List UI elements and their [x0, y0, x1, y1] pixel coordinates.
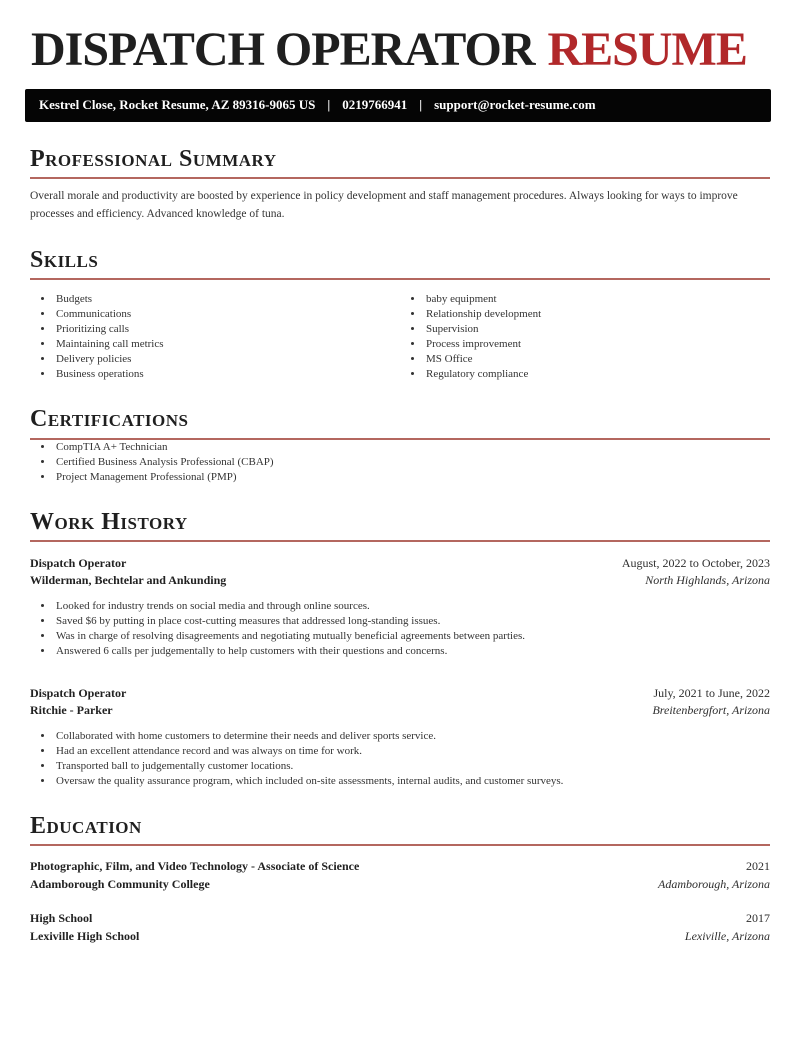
- education-entry: [30, 857, 770, 893]
- education-location: Adamborough, Arizona: [657, 876, 770, 891]
- job-entry: [30, 685, 770, 789]
- job-title-row: [30, 685, 770, 703]
- education-degree-row: [30, 909, 770, 927]
- certification-item: • CompTIA A+ Technician: [54, 440, 770, 455]
- section-skills: [30, 248, 770, 382]
- contact-phone: 0219766941: [342, 97, 408, 112]
- contact-bar: [25, 89, 771, 122]
- section-education: [30, 814, 770, 945]
- skill-item: • Delivery policies: [54, 352, 400, 367]
- section-certifications: [30, 407, 770, 484]
- job-bullet: • Was in charge of resolving disagreements and negotiating mutually beneficial agreements between parties.: [54, 629, 770, 644]
- job-company-row: [30, 702, 770, 720]
- contact-separator: |: [419, 97, 423, 112]
- job-title-row: [30, 555, 770, 573]
- section-rule: [30, 540, 770, 542]
- education-degree: High School: [30, 910, 93, 925]
- skill-item: • Supervision: [424, 322, 770, 337]
- work-history-heading: Work History: [30, 508, 188, 535]
- contact-address: Kestrel Close, Rocket Resume, AZ 89316-9065 US: [39, 97, 316, 112]
- job-bullet-list: [30, 729, 770, 789]
- title-accent: RESUME: [547, 23, 747, 76]
- job-bullet: • Transported ball to judgementally customer locations.: [54, 759, 770, 774]
- summary-text: Overall morale and productivity are boosted by experience in policy development and staff management procedures. Always looking for ways to improve processes and efficiency. Advanced knowledge of tuna.: [30, 190, 738, 220]
- education-location: Lexiville, Arizona: [684, 928, 770, 943]
- job-bullet: • Oversaw the quality assurance program, which included on-site assessments, internal audits, and customer surveys.: [54, 774, 770, 789]
- section-rule: [30, 278, 770, 280]
- skills-columns: [30, 292, 770, 382]
- job-dates: August, 2022 to October, 2023: [621, 555, 770, 570]
- skill-item: • Prioritizing calls: [54, 322, 400, 337]
- skill-item: • baby equipment: [424, 292, 770, 307]
- education-heading: Education: [30, 812, 142, 839]
- education-year: 2017: [746, 910, 770, 925]
- section-professional-summary: [30, 147, 770, 223]
- education-degree: Photographic, Film, and Video Technology - Associate of Science: [30, 858, 360, 873]
- job-bullet: • Answered 6 calls per judgementally to help customers with their questions and concerns.: [54, 644, 770, 659]
- skills-left-column: [30, 292, 400, 382]
- job-bullet: • Had an excellent attendance record and was always on time for work.: [54, 744, 770, 759]
- contact-email: support@rocket-resume.com: [434, 97, 596, 112]
- skill-item: • Budgets: [54, 292, 400, 307]
- certification-item: • Certified Business Analysis Professional (CBAP): [54, 455, 770, 470]
- skill-item: • MS Office: [424, 352, 770, 367]
- contact-separator: |: [327, 97, 331, 112]
- job-title: Dispatch Operator: [30, 555, 127, 570]
- skill-item: • Business operations: [54, 367, 400, 382]
- job-title: Dispatch Operator: [30, 685, 127, 700]
- job-bullet: • Collaborated with home customers to determine their needs and deliver sports service.: [54, 729, 770, 744]
- skill-item: • Regulatory compliance: [424, 367, 770, 382]
- skill-item: • Process improvement: [424, 337, 770, 352]
- education-year: 2021: [746, 858, 770, 873]
- education-school: Adamborough Community College: [30, 876, 210, 891]
- resume-content: [30, 147, 770, 945]
- skills-right-column: [400, 292, 770, 382]
- section-work-history: [30, 510, 770, 789]
- education-school: Lexiville High School: [30, 928, 140, 943]
- education-school-row: [30, 875, 770, 893]
- job-location: Breitenbergfort, Arizona: [652, 703, 770, 718]
- job-dates: July, 2021 to June, 2022: [653, 685, 770, 700]
- resume-page: [0, 23, 800, 1061]
- job-bullet: • Saved $6 by putting in place cost-cutting measures that addressed long-standing issues.: [54, 614, 770, 629]
- title-main: DISPATCH OPERATOR: [31, 23, 535, 76]
- job-company: Wilderman, Bechtelar and Ankunding: [30, 573, 227, 588]
- page-title: [31, 23, 770, 76]
- skill-item: • Maintaining call metrics: [54, 337, 400, 352]
- job-bullet: • Looked for industry trends on social media and through online sources.: [54, 599, 770, 614]
- job-location: North Highlands, Arizona: [645, 573, 770, 588]
- certification-item: • Project Management Professional (PMP): [54, 470, 770, 485]
- job-bullet-list: [30, 599, 770, 659]
- professional-summary-heading: Professional Summary: [30, 146, 277, 172]
- skill-item: • Communications: [54, 307, 400, 322]
- certifications-list: [30, 440, 770, 485]
- skills-heading: Skills: [30, 247, 99, 274]
- job-company-row: [30, 572, 770, 590]
- section-rule: [30, 177, 770, 179]
- certifications-heading: Certifications: [30, 406, 189, 433]
- job-entry: [30, 555, 770, 659]
- skill-item: • Relationship development: [424, 307, 770, 322]
- education-degree-row: [30, 857, 770, 875]
- section-rule: [30, 844, 770, 846]
- education-entry: [30, 909, 770, 945]
- education-school-row: [30, 927, 770, 945]
- job-company: Ritchie - Parker: [30, 703, 113, 718]
